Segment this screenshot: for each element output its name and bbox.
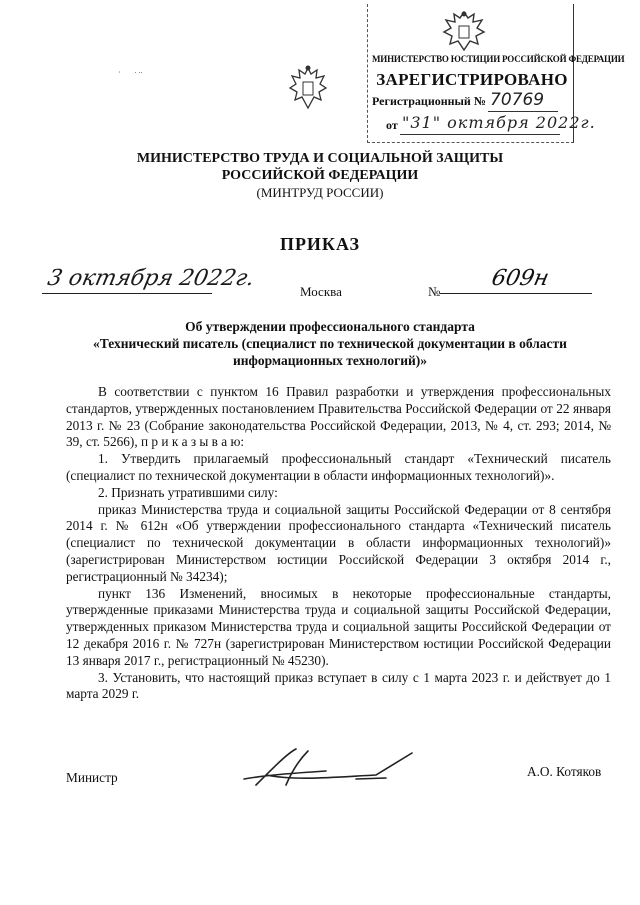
city: Москва (300, 284, 342, 299)
stamp-date-underline (400, 134, 560, 135)
date-underline (42, 293, 212, 294)
preamble-paragraph: В соответствии с пунктом 16 Правил разработки и утверждения профессиональных стандартов, утвержденных постановлением Правительства Российской Федерации от 22 января 2013 г. № 23 (Собрание законодательства Российской Федерации, 2013, № 4, ст. 293; 2014, № 39, ст. 5266), п р и к а з ы в а ю: (66, 384, 611, 450)
number-underline (440, 293, 592, 294)
title-line1: Об утверждении профессионального стандарта (185, 319, 475, 334)
item-2-paragraph: 2. Признать утратившими силу: (98, 484, 278, 500)
stamp-ministry: МИНИСТЕРСТВО ЮСТИЦИИ РОССИЙСКОЙ ФЕДЕРАЦИИ (372, 54, 625, 64)
item-1-paragraph: 1. Утвердить прилагаемый профессиональный стандарт «Технический писатель (специалист по технической документации в области информационных технологий)». (66, 451, 611, 483)
number-label: № (428, 284, 441, 299)
stamp-reg-number-label: Регистрационный № (372, 94, 486, 108)
stamp-date-label: от (386, 118, 398, 132)
ministry-name-line2: РОССИЙСКОЙ ФЕДЕРАЦИИ (221, 168, 419, 183)
ministry-name-line1: МИНИСТЕРСТВО ТРУДА И СОЦИАЛЬНОЙ ЗАЩИТЫ (136, 151, 504, 166)
coat-of-arms-icon (288, 62, 328, 114)
order-body (66, 384, 611, 703)
title-line3: информационных технологий)» (232, 353, 428, 368)
document-type: ПРИКАЗ (279, 234, 361, 254)
stamp-registered: ЗАРЕГИСТРИРОВАНО (376, 70, 568, 89)
repealed-order-paragraph: приказ Министерства труда и социальной защиты Российской Федерации от 8 сентября 2014 г. № 612н «Об утверждении профессионального стандарта «Технический писатель (специалист по технической документации в области информационных технологий)» (зарегистрирован Министерством юстиции Российской Федерации 3 октября 2014 г., регистрационный № 34234); (66, 501, 611, 584)
stamp-date: "31" октября 2022г. (402, 113, 596, 132)
signer-name: А.О. Котяков (527, 764, 602, 779)
title-line2: «Технический писатель (специалист по технической документации в области (93, 336, 567, 351)
stamp-number-underline (488, 111, 558, 112)
repealed-item-paragraph: пункт 136 Изменений, вносимых в некоторые профессиональные стандарты, утвержденные приказами Министерства труда и социальной защиты Российской Федерации, утвержденных приказом Министерства труда и социальной защиты Российской Федерации от 12 декабря 2016 г. № 727н (зарегистрирован Министерством юстиции Российской Федерации 13 января 2017 г., регистрационный № 45230). (66, 585, 611, 668)
order-date: 3 октября 2022г. (45, 266, 257, 291)
handwritten-signature (236, 745, 426, 795)
coat-of-arms-icon (440, 8, 488, 54)
order-number: 609н (489, 266, 552, 291)
scan-marks: · ∙ ∙∙ (118, 68, 143, 77)
signer-position: Министр (66, 770, 118, 785)
stamp-reg-number: 70769 (490, 90, 545, 110)
item-3-paragraph: 3. Установить, что настоящий приказ вступает в силу с 1 марта 2023 г. и действует до 1 марта 2029 г. (66, 669, 611, 702)
ministry-short-name: (МИНТРУД РОССИИ) (256, 185, 384, 200)
